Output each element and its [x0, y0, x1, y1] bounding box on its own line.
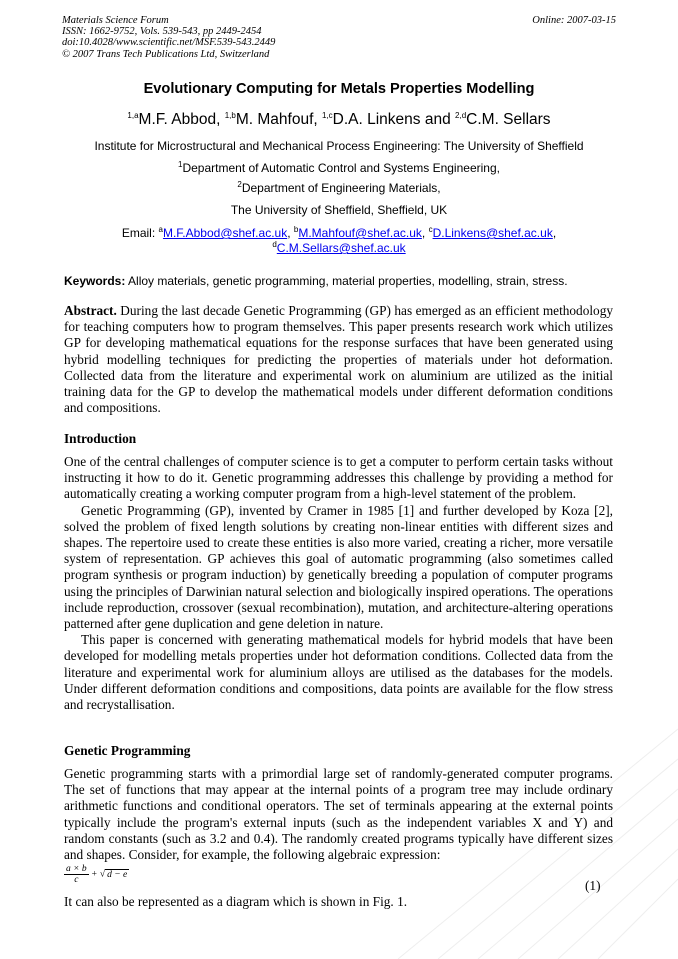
issn-line: ISSN: 1662-9752, Vols. 539-543, pp 2449-2454 — [62, 26, 262, 38]
paper-title: Evolutionary Computing for Metals Properties Modelling — [143, 81, 535, 97]
email-link-abbod[interactable]: M.F.Abbod@shef.ac.uk — [162, 226, 288, 240]
sqrt-sign: √ — [99, 869, 106, 880]
gp-body — [64, 766, 613, 863]
journal-name: Materials Science Forum — [62, 15, 169, 26]
introduction-body — [64, 454, 613, 713]
fraction-denominator: c — [74, 875, 79, 885]
email-separator: , — [287, 226, 294, 240]
email-link-mahfouf[interactable]: M.Mahfouf@shef.ac.uk — [298, 226, 422, 240]
copyright-line: © 2007 Trans Tech Publications Ltd, Switzerland — [62, 48, 270, 60]
email-mark: b — [293, 225, 299, 234]
journal-header — [62, 15, 616, 60]
abstract-text: During the last decade Genetic Programming (GP) has emerged as an efficient methodology for teaching computers how to program themselves. This paper presents research work which utilizes GP for developing mathematical equations for the response surfaces that have been generated using hybrid modelling techniques for predicting the properties of materials under hot deformation. Collected data from the literature and experimental work on aluminium are utilized as the initial training data for the GP to develop the mathematical models under different deformation conditions and compositions. — [64, 303, 613, 416]
dept2-name: Department of Engineering Materials, — [241, 181, 441, 195]
equation-fraction — [64, 864, 89, 885]
equation-number: (1) — [585, 878, 601, 893]
sqrt-argument: d − e — [107, 869, 128, 880]
equation-1 — [64, 864, 129, 885]
online-date: Online: 2007-03-15 — [532, 15, 616, 26]
keywords-text: Alloy materials, genetic programming, material properties, modelling, strain, stress. — [125, 274, 568, 288]
author-name: M. Mahfouf, — [235, 111, 322, 129]
author-name: M.F. Abbod, — [138, 111, 225, 129]
section-heading-introduction: Introduction — [64, 431, 137, 446]
paragraph: Genetic Programming (GP), invented by Cramer in 1985 [1] and further developed by Koza [2], solved the problem of fixed length solutions by creating non-linear entities with different sizes and shapes. The repertoire used to create these entities is also more varied, creating a richer, more versatile system of representation. GP achieves this goal of automatic programming (also sometimes called program synthesis or program induction) by genetically breeding a population of computer programs using the principles of Darwinian natural selection and biologically inspired operations. The operations include reproduction, crossover (sexual recombination), mutation, and architecture-altering operations patterned after gene duplication and gene deletion in nature. — [64, 502, 613, 632]
plus-sign: + — [91, 869, 98, 880]
email-mark: a — [158, 225, 163, 234]
abstract-label: Abstract. — [64, 303, 117, 318]
paragraph: This paper is concerned with generating mathematical models for hybrid models that have been developed for modelling metals properties under hot deformation conditions. Collected data from the literature and experimental work for aluminium alloys are utilised as the databases for the models. Under different deformation conditions and compositions, data points are available for the flow stress and recrystallisation. — [64, 632, 613, 713]
keywords — [64, 274, 568, 288]
email-separator: , — [552, 226, 557, 240]
email-link-linkens[interactable]: D.Linkens@shef.ac.uk — [432, 226, 553, 240]
fraction-numerator: a × b — [66, 864, 87, 874]
author-list — [0, 111, 678, 129]
section-heading-genetic-programming: Genetic Programming — [64, 743, 191, 758]
email-separator: , — [421, 226, 429, 240]
email-link-sellars[interactable]: C.M.Sellars@shef.ac.uk — [276, 241, 406, 255]
paragraph: One of the central challenges of computer science is to get a computer to perform certain tasks without instructing it how to do it. Genetic programming addresses this challenge by providing a method for automatically creating a working computer program from a high-level statement of the problem. — [64, 454, 613, 502]
email-mark: c — [428, 225, 433, 234]
affiliation-institute: Institute for Microstructural and Mechanical Process Engineering: The University of Sheffield — [94, 139, 584, 153]
affiliation-dept1 — [0, 160, 678, 175]
email-line-2 — [0, 240, 678, 255]
author-affil-mark: 2,d — [455, 111, 467, 120]
paragraph: It can also be represented as a diagram which is shown in Fig. 1. — [64, 894, 408, 909]
gp-body-2 — [64, 894, 613, 910]
affiliation-dept2 — [0, 180, 678, 195]
doi-line: doi:10.4028/www.scientific.net/MSF.539-543.2449 — [62, 37, 276, 49]
affil-mark: 1 — [178, 160, 183, 169]
paragraph: Genetic programming starts with a primordial large set of randomly-generated computer programs. The set of functions that may appear at the internal points of a program tree may include ordinary arithmetic functions and conditional operators. The set of terminals appearing at the external points typically include the program's external inputs (such as the independent variables X and Y) and random constants (such as 3.2 and 0.4). The randomly created programs typically have different sizes and shapes. Consider, for example, the following algebraic expression: — [64, 766, 613, 863]
author-affil-mark: 1,a — [127, 111, 139, 120]
dept1-name: Department of Automatic Control and Systems Engineering, — [182, 161, 500, 175]
affil-mark: 2 — [237, 180, 242, 189]
author-name: C.M. Sellars — [466, 111, 551, 129]
abstract — [64, 303, 613, 416]
keywords-label: Keywords: — [64, 274, 126, 288]
email-mark: d — [272, 240, 277, 249]
author-name: D.A. Linkens and — [332, 111, 456, 129]
affiliation-university: The University of Sheffield, Sheffield, UK — [230, 203, 448, 217]
author-affil-mark: 1,c — [322, 111, 333, 120]
email-line — [0, 225, 678, 240]
author-affil-mark: 1,b — [224, 111, 236, 120]
email-label: Email: — [121, 226, 159, 240]
